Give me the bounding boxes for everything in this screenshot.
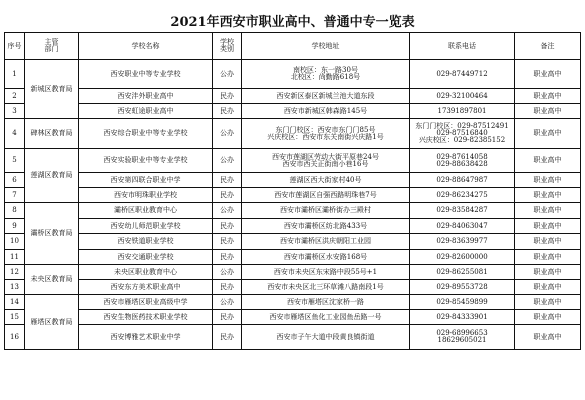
- school-note: 职业高中: [515, 280, 581, 295]
- school-name: 西安交通职业学校: [79, 250, 213, 265]
- school-name: 灞桥区职业教育中心: [79, 203, 213, 219]
- school-phone: 029-87614058 029-88638428: [410, 149, 515, 173]
- school-phone: 029-83584287: [410, 203, 515, 219]
- table-row: [5, 310, 581, 325]
- school-note: 职业高中: [515, 310, 581, 325]
- school-address: 西安市新城区韩森路145号: [242, 104, 410, 119]
- row-number: 7: [5, 188, 25, 203]
- school-type: 公办: [213, 119, 242, 149]
- school-address: 西安市灞桥区洪庆朝阳工业园: [242, 234, 410, 250]
- row-number: 14: [5, 295, 25, 310]
- table-row: [5, 119, 581, 149]
- school-address: 西安市雁塔区沈家桥一路: [242, 295, 410, 310]
- header-cell: 学校 类别: [213, 33, 242, 60]
- table-row: [5, 219, 581, 234]
- school-name: 西安职业中等专业学校: [79, 60, 213, 89]
- table-row: [5, 89, 581, 104]
- school-note: 职业高中: [515, 265, 581, 280]
- row-number: 11: [5, 250, 25, 265]
- school-type: 民办: [213, 250, 242, 265]
- school-phone: 029-84063047: [410, 219, 515, 234]
- table-header-row: [5, 33, 581, 60]
- row-number: 3: [5, 104, 25, 119]
- school-note: 职业高中: [515, 188, 581, 203]
- school-note: 职业高中: [515, 250, 581, 265]
- authority-cell: 碑林区教育局: [25, 119, 79, 149]
- school-note: 职业高中: [515, 203, 581, 219]
- school-name: 西安市明珠职业学校: [79, 188, 213, 203]
- school-name: 未央区职业教育中心: [79, 265, 213, 280]
- school-type: 民办: [213, 325, 242, 350]
- school-type: 民办: [213, 188, 242, 203]
- school-name: 西安生物医药技术职业学校: [79, 310, 213, 325]
- school-phone: 029-86234275: [410, 188, 515, 203]
- school-phone: 029-87449712: [410, 60, 515, 89]
- school-note: 职业高中: [515, 325, 581, 350]
- row-number: 1: [5, 60, 25, 89]
- school-phone: 029-82600000: [410, 250, 515, 265]
- school-type: 民办: [213, 219, 242, 234]
- school-phone: 029-68996653 18629605021: [410, 325, 515, 350]
- school-note: 职业高中: [515, 149, 581, 173]
- school-name: 西安幼儿师范职业学校: [79, 219, 213, 234]
- row-number: 9: [5, 219, 25, 234]
- authority-cell: 灞桥区教育局: [25, 203, 79, 265]
- school-note: 职业高中: [515, 295, 581, 310]
- row-number: 6: [5, 173, 25, 188]
- school-note: 职业高中: [515, 89, 581, 104]
- school-name: 西安博雅艺术职业中学: [79, 325, 213, 350]
- table-row: [5, 104, 581, 119]
- row-number: 15: [5, 310, 25, 325]
- school-type: 公办: [213, 295, 242, 310]
- school-type: 公办: [213, 265, 242, 280]
- school-address: 西安新区泰区新城兰池大道东段: [242, 89, 410, 104]
- school-type: 公办: [213, 203, 242, 219]
- school-address: 西安市灞桥区纺北路433号: [242, 219, 410, 234]
- school-address: 西安市莲湖区劳动大街平原巷24号 西安市西关正街南小巷16号: [242, 149, 410, 173]
- table-row: [5, 188, 581, 203]
- header-cell: 联系电话: [410, 33, 515, 60]
- row-number: 2: [5, 89, 25, 104]
- table-row: [5, 295, 581, 310]
- table-row: [5, 203, 581, 219]
- school-type: 民办: [213, 173, 242, 188]
- header-cell: 学校名称: [79, 33, 213, 60]
- school-phone: 029-83639977: [410, 234, 515, 250]
- table-row: [5, 173, 581, 188]
- table-row: [5, 234, 581, 250]
- school-name: 西安铁道职业学校: [79, 234, 213, 250]
- row-number: 4: [5, 119, 25, 149]
- school-phone: 17391897801: [410, 104, 515, 119]
- school-address: 西安市子午大道中段黄良镇街道: [242, 325, 410, 350]
- school-type: 民办: [213, 310, 242, 325]
- table-row: [5, 250, 581, 265]
- table-row: [5, 265, 581, 280]
- school-type: 公办: [213, 60, 242, 89]
- school-note: 职业高中: [515, 234, 581, 250]
- school-type: 公办: [213, 149, 242, 173]
- school-phone: 东门门校区：029-87512491 029-87516840 兴庆校区：029-82385152: [410, 119, 515, 149]
- school-address: 西安市莲湖区自强西路明珠巷7号: [242, 188, 410, 203]
- school-note: 职业高中: [515, 219, 581, 234]
- row-number: 13: [5, 280, 25, 295]
- authority-cell: 未央区教育局: [25, 265, 79, 295]
- school-note: 职业高中: [515, 104, 581, 119]
- school-address: 东门门校区：西安市东门门85号 兴庆校区：西安市东关南街兴庆路1号: [242, 119, 410, 149]
- table-row: [5, 60, 581, 89]
- school-phone: 029-86255081: [410, 265, 515, 280]
- school-address: 西安市灞桥区灞桥街办三殿村: [242, 203, 410, 219]
- school-address: 西安市灞桥区水安路168号: [242, 250, 410, 265]
- header-cell: 主管 部门: [25, 33, 79, 60]
- school-phone: 029-84333901: [410, 310, 515, 325]
- school-phone: 029-85459899: [410, 295, 515, 310]
- school-address: 西安市雁塔区鱼化工业园鱼岳路一号: [242, 310, 410, 325]
- school-address: 西安市未央区东宋路中段55号+1: [242, 265, 410, 280]
- school-type: 民办: [213, 234, 242, 250]
- header-cell: 备注: [515, 33, 581, 60]
- school-phone: 029-89553728: [410, 280, 515, 295]
- table-row: [5, 280, 581, 295]
- authority-cell: 莲湖区教育局: [25, 149, 79, 203]
- authority-cell: 新城区教育局: [25, 60, 79, 119]
- school-phone: 029-88647987: [410, 173, 515, 188]
- table-row: [5, 149, 581, 173]
- school-address: 莲湖区西大街家村40号: [242, 173, 410, 188]
- row-number: 12: [5, 265, 25, 280]
- row-number: 10: [5, 234, 25, 250]
- school-name: 西安沣外职业高中: [79, 89, 213, 104]
- school-name: 西安综合职业中等专业学校: [79, 119, 213, 149]
- school-phone: 029-32100464: [410, 89, 515, 104]
- table-row: [5, 325, 581, 350]
- school-type: 民办: [213, 104, 242, 119]
- school-note: 职业高中: [515, 119, 581, 149]
- school-address: 西安市未央区北三环草滩八路南段1号: [242, 280, 410, 295]
- page-title: 2021年西安市职业高中、普通中专一览表: [170, 15, 415, 30]
- school-name: 西安第四联合职业中学: [79, 173, 213, 188]
- school-note: 职业高中: [515, 60, 581, 89]
- header-cell: 序号: [5, 33, 25, 60]
- school-address: 南校区：东一路30号 北校区：尚勤路618号: [242, 60, 410, 89]
- school-table: [4, 32, 581, 350]
- row-number: 16: [5, 325, 25, 350]
- school-note: 职业高中: [515, 173, 581, 188]
- row-number: 5: [5, 149, 25, 173]
- header-cell: 学校地址: [242, 33, 410, 60]
- row-number: 8: [5, 203, 25, 219]
- school-name: 西安虹途职业高中: [79, 104, 213, 119]
- school-name: 西安东方美术职业高中: [79, 280, 213, 295]
- school-name: 西安市雁塔区职业高级中学: [79, 295, 213, 310]
- school-type: 民办: [213, 280, 242, 295]
- school-type: 民办: [213, 89, 242, 104]
- school-name: 西安实验职业中等专业学校: [79, 149, 213, 173]
- authority-cell: 雁塔区教育局: [25, 295, 79, 350]
